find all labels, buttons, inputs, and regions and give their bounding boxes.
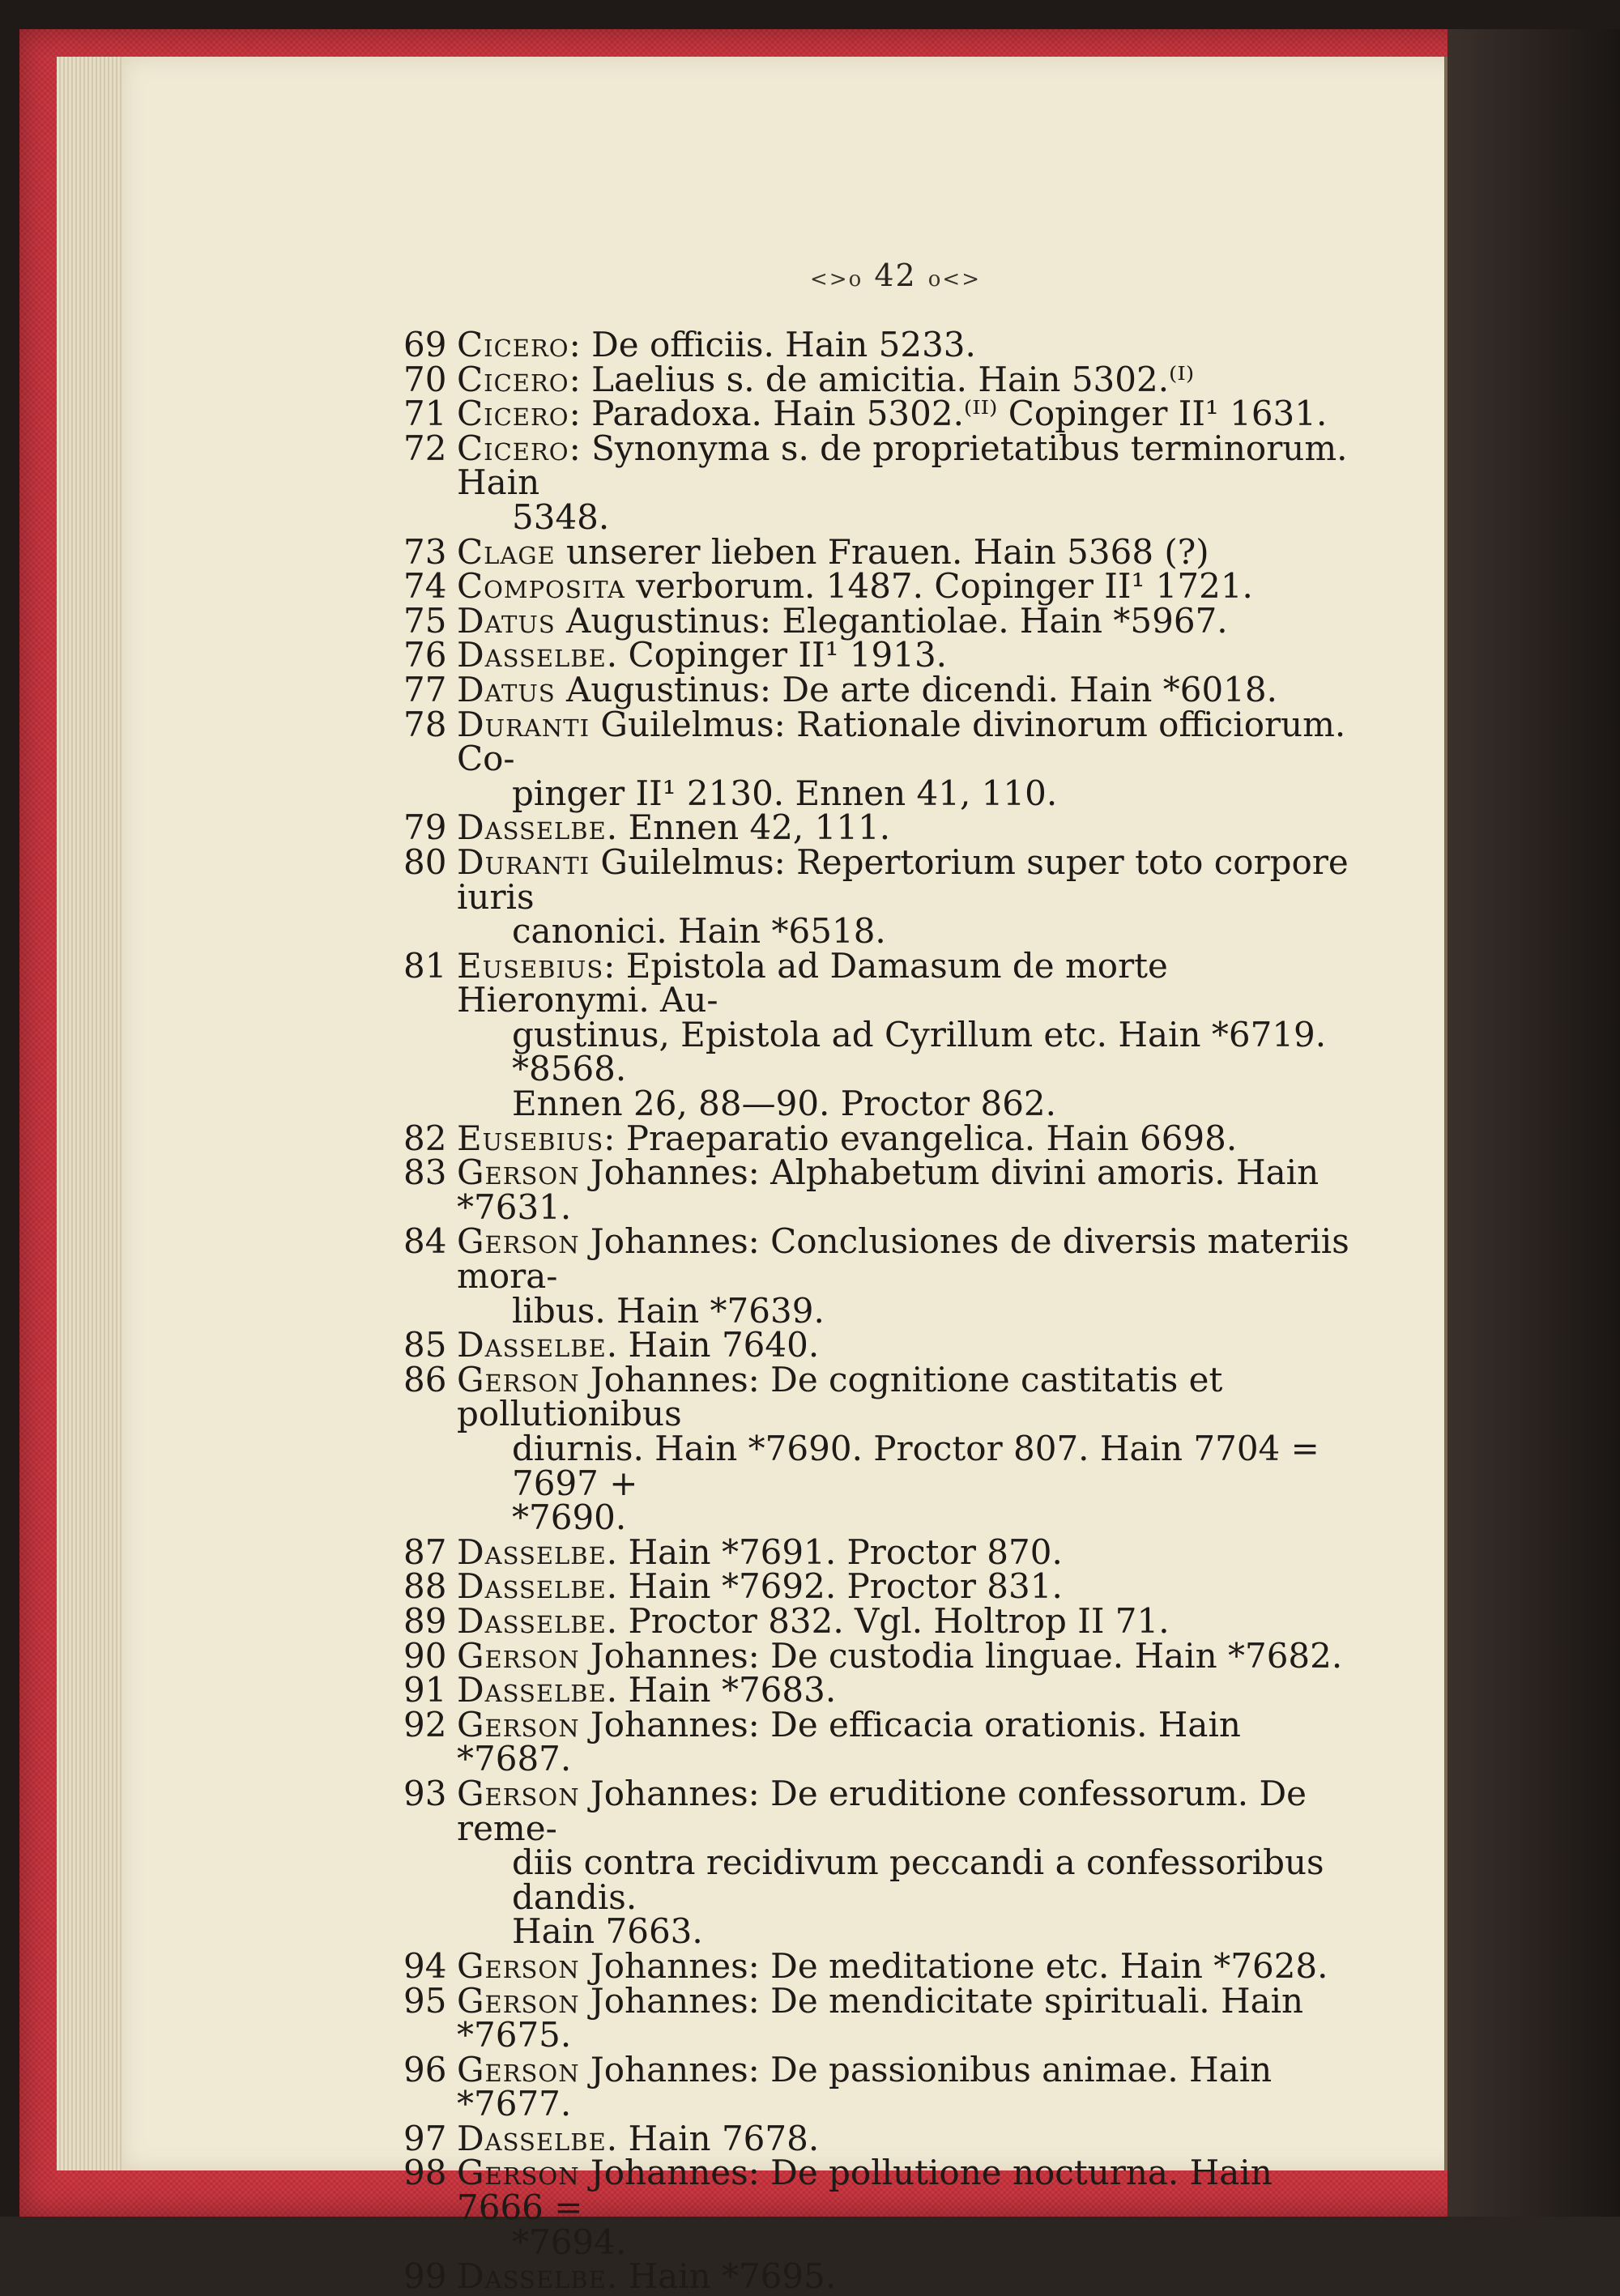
entry-text: Johannes: Conclusiones de diversis materiis mora-	[457, 1221, 1349, 1297]
catalog-entry	[403, 1670, 1349, 1710]
entry-continuation: pinger II¹ 2130. Ennen 41, 110.	[512, 773, 1058, 813]
entry-number: 94	[403, 1945, 447, 1986]
entry-text: : Praeparatio evangelica. Hain 6698.	[603, 1118, 1238, 1158]
entry-author: Cicero	[457, 394, 569, 434]
entry-author: Cicero	[457, 325, 569, 364]
entry-author: Gerson	[457, 1152, 580, 1193]
catalog-entry	[403, 1221, 1349, 1331]
entry-text: Johannes: De cognitione castitatis et pollutionibus	[457, 1359, 1223, 1434]
catalog-entry	[403, 1945, 1349, 1986]
entry-author: Datus	[457, 669, 556, 709]
entry-author: Dasselbe	[457, 635, 607, 675]
entry-continuation: 5348.	[512, 496, 610, 537]
entry-continuation: Hain 7663.	[512, 1911, 703, 1952]
entry-author: Gerson	[457, 2153, 580, 2193]
entry-number: 93	[403, 1773, 447, 1813]
entry-author: Composita	[457, 566, 625, 607]
catalog-entry	[403, 428, 1349, 537]
entry-number: 70	[403, 359, 447, 399]
entry-author: Dasselbe	[457, 1325, 607, 1365]
catalog-entry	[403, 1704, 1349, 1779]
entry-number: 80	[403, 841, 447, 882]
entry-number: 79	[403, 807, 447, 848]
entry-continuation: *7694.	[512, 2221, 627, 2262]
entry-number: 72	[403, 428, 447, 468]
entry-number: 81	[403, 945, 447, 986]
entry-text: . Hain *7692. Proctor 831.	[606, 1566, 1063, 1607]
entry-text: Augustinus: Elegantiolae. Hain *5967.	[555, 600, 1228, 641]
page-edges	[57, 57, 130, 2170]
catalog-entry	[403, 2153, 1349, 2262]
entry-number: 96	[403, 2049, 447, 2089]
catalog-entry	[403, 566, 1349, 607]
entry-text: unserer lieben Frauen. Hain 5368 (?)	[555, 531, 1209, 572]
catalog-entry	[403, 807, 1349, 848]
entry-continuation: libus. Hain *7639.	[512, 1290, 825, 1331]
entry-number: 83	[403, 1152, 447, 1193]
entry-number: 97	[403, 2118, 447, 2158]
page-number: 42	[874, 258, 917, 293]
entry-text: Johannes: De passionibus animae. Hain *7677.	[457, 2049, 1273, 2124]
catalog-entry	[403, 600, 1349, 641]
entry-author: Gerson	[457, 1221, 580, 1262]
entry-number: 82	[403, 1118, 447, 1158]
entry-text: : Laelius s. de amicitia. Hain 5302.⁽ᴵ⁾	[569, 359, 1195, 399]
entry-text: . Hain *7695.	[606, 2256, 837, 2296]
entry-number: 69	[403, 325, 447, 364]
entry-author: Dasselbe	[457, 807, 607, 848]
entry-author: Dasselbe	[457, 1670, 607, 1710]
entry-text: . Hain 7678.	[606, 2118, 820, 2158]
entry-number: 74	[403, 566, 447, 607]
entry-number: 78	[403, 704, 447, 744]
entry-text: Johannes: De mendicitate spirituali. Hain *7675.	[457, 1980, 1304, 2055]
entry-number: 73	[403, 531, 447, 572]
entry-text: : Epistola ad Damasum de morte Hieronymi. Au-	[457, 945, 1168, 1020]
entry-author: Eusebius	[457, 1118, 604, 1158]
entry-number: 85	[403, 1325, 447, 1365]
entry-number: 75	[403, 600, 447, 641]
catalog-entry	[403, 1635, 1349, 1676]
catalog-entry	[403, 1980, 1349, 2055]
catalog-entry	[403, 841, 1349, 952]
entry-text: : Paradoxa. Hain 5302.⁽ᴵᴵ⁾ Copinger II¹ 1631.	[569, 394, 1328, 434]
catalog-entry	[403, 2049, 1349, 2124]
entry-author: Dasselbe	[457, 1600, 607, 1641]
entry-text: Johannes: De eruditione confessorum. De reme-	[457, 1773, 1307, 1848]
entry-number: 77	[403, 669, 447, 709]
catalog-entry	[403, 1325, 1349, 1365]
entry-text: Guilelmus: Repertorium super toto corpore iuris	[457, 841, 1349, 917]
entry-number: 76	[403, 635, 447, 675]
entry-text: Johannes: De meditatione etc. Hain *7628.	[579, 1945, 1328, 1986]
catalog-entry	[403, 2256, 1349, 2296]
ornament-left: <>o	[810, 267, 863, 292]
entry-number: 91	[403, 1670, 447, 1710]
entry-text: . Hain *7691. Proctor 870.	[606, 1531, 1063, 1572]
entry-number: 92	[403, 1704, 447, 1744]
entry-author: Gerson	[457, 1773, 580, 1813]
catalog-entry	[403, 669, 1349, 709]
catalog-entry	[403, 1773, 1349, 1952]
entry-author: Gerson	[457, 1704, 580, 1744]
ornament-right: o<>	[927, 267, 982, 292]
entry-author: Gerson	[457, 2049, 580, 2089]
catalog-entry	[403, 1531, 1349, 1572]
entry-number: 90	[403, 1635, 447, 1676]
entry-text: . Hain *7683.	[606, 1670, 837, 1710]
entry-number: 98	[403, 2153, 447, 2193]
entry-author: Eusebius	[457, 945, 604, 986]
entry-text: Augustinus: De arte dicendi. Hain *6018.	[555, 669, 1277, 709]
catalog-entry	[403, 1359, 1349, 1538]
entry-author: Cicero	[457, 428, 569, 468]
entry-text: . Proctor 832. Vgl. Holtrop II 71.	[606, 1600, 1170, 1641]
entry-continuation: diurnis. Hain *7690. Proctor 807. Hain 7704 = 7697 +	[512, 1429, 1319, 1503]
catalog-entries	[403, 325, 1349, 2296]
entry-author: Gerson	[457, 1945, 580, 1986]
entry-number: 86	[403, 1359, 447, 1399]
entry-author: Gerson	[457, 1635, 580, 1676]
entry-text: verborum. 1487. Copinger II¹ 1721.	[625, 566, 1253, 607]
entry-number: 95	[403, 1980, 447, 2021]
entry-author: Duranti	[457, 841, 590, 882]
catalog-entry	[403, 325, 1349, 364]
entry-text: Johannes: De efficacia orationis. Hain *7687.	[457, 1704, 1241, 1779]
entry-number: 71	[403, 394, 447, 434]
entry-author: Dasselbe	[457, 2118, 607, 2158]
entry-author: Dasselbe	[457, 1566, 607, 1607]
entry-number: 99	[403, 2256, 447, 2296]
entry-author: Gerson	[457, 1359, 580, 1399]
entry-text: : Synonyma s. de proprietatibus terminorum. Hain	[457, 428, 1348, 503]
catalog-entry	[403, 531, 1349, 572]
entry-number: 87	[403, 1531, 447, 1572]
entry-author: Clage	[457, 531, 556, 572]
entry-number: 89	[403, 1600, 447, 1641]
entry-continuation: canonici. Hain *6518.	[512, 911, 886, 952]
entry-text: Johannes: Alphabetum divini amoris. Hain *7631.	[457, 1152, 1319, 1227]
facing-page-shadow	[1447, 29, 1620, 2217]
entry-author: Dasselbe	[457, 1531, 607, 1572]
entry-text: . Ennen 42, 111.	[606, 807, 891, 848]
catalog-entry	[403, 394, 1349, 434]
entry-continuation: diis contra recidivum peccandi a confessoribus dandis.	[512, 1842, 1324, 1917]
entry-continuation: gustinus, Epistola ad Cyrillum etc. Hain *6719. *8568.	[512, 1014, 1327, 1089]
entry-text: : De officiis. Hain 5233.	[569, 325, 976, 364]
catalog-entry	[403, 1152, 1349, 1227]
entry-continuation: *7690.	[512, 1497, 627, 1538]
catalog-entry	[403, 635, 1349, 675]
entry-author: Gerson	[457, 1980, 580, 2021]
catalog-entry	[403, 359, 1349, 399]
entry-text: Johannes: De pollutione nocturna. Hain 7666 =	[457, 2153, 1273, 2228]
entry-text: . Hain 7640.	[606, 1325, 820, 1365]
catalog-entry	[403, 2118, 1349, 2158]
entry-continuation: Ennen 26, 88—90. Proctor 862.	[512, 1084, 1056, 1124]
entry-author: Datus	[457, 600, 556, 641]
entry-author: Dasselbe	[457, 2256, 607, 2296]
entry-author: Duranti	[457, 704, 590, 744]
catalog-entry	[403, 1600, 1349, 1641]
catalog-entry	[403, 704, 1349, 813]
entry-author: Cicero	[457, 359, 569, 399]
catalog-entry	[403, 1566, 1349, 1607]
catalog-entry	[403, 1118, 1349, 1158]
entry-number: 88	[403, 1566, 447, 1607]
entry-number: 84	[403, 1221, 447, 1262]
entry-text: Johannes: De custodia linguae. Hain *7682.	[579, 1635, 1343, 1676]
entry-text: . Copinger II¹ 1913.	[606, 635, 948, 675]
page-number-header	[810, 258, 981, 293]
catalog-entry	[403, 945, 1349, 1124]
entry-text: Guilelmus: Rationale divinorum officiorum. Co-	[457, 704, 1346, 779]
